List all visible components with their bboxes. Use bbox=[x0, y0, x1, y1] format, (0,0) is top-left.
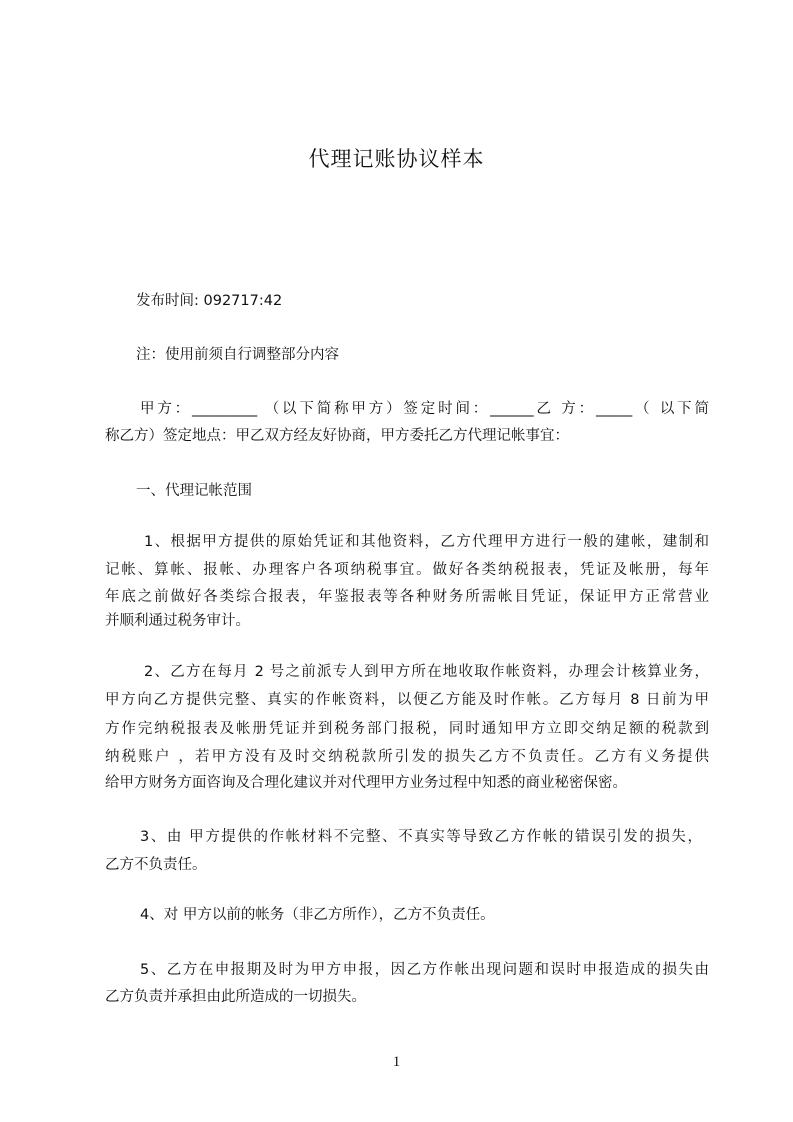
item-2-line-4: 纳税账户 ，若甲方没有及时交纳税款所引发的损失乙方不负责任。乙方有义务提供 bbox=[105, 749, 709, 765]
usage-note: 注：使用前须自行调整部分内容 bbox=[136, 347, 339, 363]
item-3-line-2: 乙方不负责任。 bbox=[105, 857, 207, 873]
section-1-heading: 一、代理记帐范围 bbox=[136, 483, 252, 499]
item-5-line-2: 乙方负责并承担由此所造成的一切损失。 bbox=[105, 989, 366, 1005]
publish-time: 发布时间: 092717:42 bbox=[136, 293, 283, 309]
parties-line-2: 称乙方）签定地点：甲乙双方经友好协商，甲方委托乙方代理记帐事宜： bbox=[105, 428, 569, 444]
item-2-line-2: 甲方向乙方提供完整、真实的作帐资料，以便乙方能及时作帐。乙方每月 8 日前为甲 bbox=[105, 692, 709, 708]
document-title: 代理记账协议样本 bbox=[308, 147, 485, 171]
item-1-line-2: 记帐、算帐、报帐、办理客户各项纳税事宜。做好各类纳税报表，凭证及帐册，每年 bbox=[105, 562, 709, 578]
item-2-line-3: 方作完纳税报表及帐册凭证并到税务部门报税，同时通知甲方立即交纳足额的税款到 bbox=[105, 721, 709, 737]
item-1-line-3: 年底之前做好各类综合报表，年鉴报表等各种财务所需帐目凭证，保证甲方正常营业 bbox=[105, 589, 709, 605]
item-2-line-5: 给甲方财务方面咨询及合理化建议并对代理甲方业务过程中知悉的商业秘密保密。 bbox=[105, 775, 627, 791]
item-1-line-4: 并顺利通过税务审计。 bbox=[105, 613, 250, 629]
item-2-line-1: 2、乙方在每月 2 号之前派专人到甲方所在地收取作帐资料，办理会计核算业务， bbox=[144, 664, 709, 680]
parties-line-1: 甲方：_________ （以下简称甲方）签定时间：______乙 方：_____（ 以下简 bbox=[140, 401, 709, 417]
item-1-line-1: 1、根据甲方提供的原始凭证和其他资料，乙方代理甲方进行一般的建帐，建制和 bbox=[144, 534, 709, 550]
item-5-line-1: 5、乙方在申报期及时为甲方申报，因乙方作帐出现问题和误时申报造成的损失由 bbox=[140, 962, 709, 978]
page-number: 1 bbox=[392, 1054, 401, 1070]
item-3-line-1: 3、由 甲方提供的作帐材料不完整、不真实等导致乙方作帐的错误引发的损失， bbox=[140, 829, 702, 845]
item-4-line-1: 4、对 甲方以前的帐务（非乙方所作），乙方不负责任。 bbox=[140, 907, 495, 923]
